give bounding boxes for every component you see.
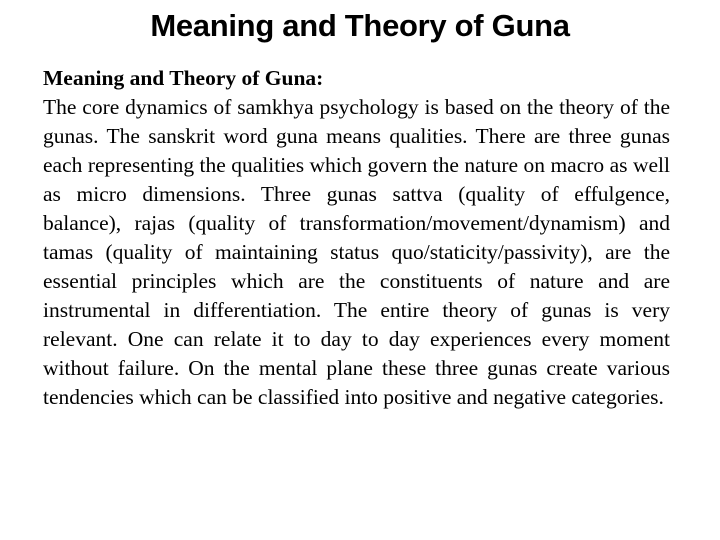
body-paragraph: The core dynamics of samkhya psychology is based on the theory of the gunas. The sanskrit word guna means qualities. There are three gunas each representing the qualities which govern the nature on macro as well as micro dimensions. Three gunas sattva (quality of effulgence, balance), rajas (quality of transformation/movement/dynamism) and tamas (quality of maintaining status quo/staticity/passivity), are the essential principles which are the constituents of nature and are instrumental in differentiation. The entire theory of gunas is very relevant. One can relate it to day to day experiences every moment without failure. On the mental plane these three gunas create various tendencies which can be classified into positive and negative categories.	[43, 95, 670, 409]
slide-body	[43, 64, 670, 412]
body-heading: Meaning and Theory of Guna:	[43, 66, 324, 90]
slide-title: Meaning and Theory of Guna	[150, 8, 570, 43]
